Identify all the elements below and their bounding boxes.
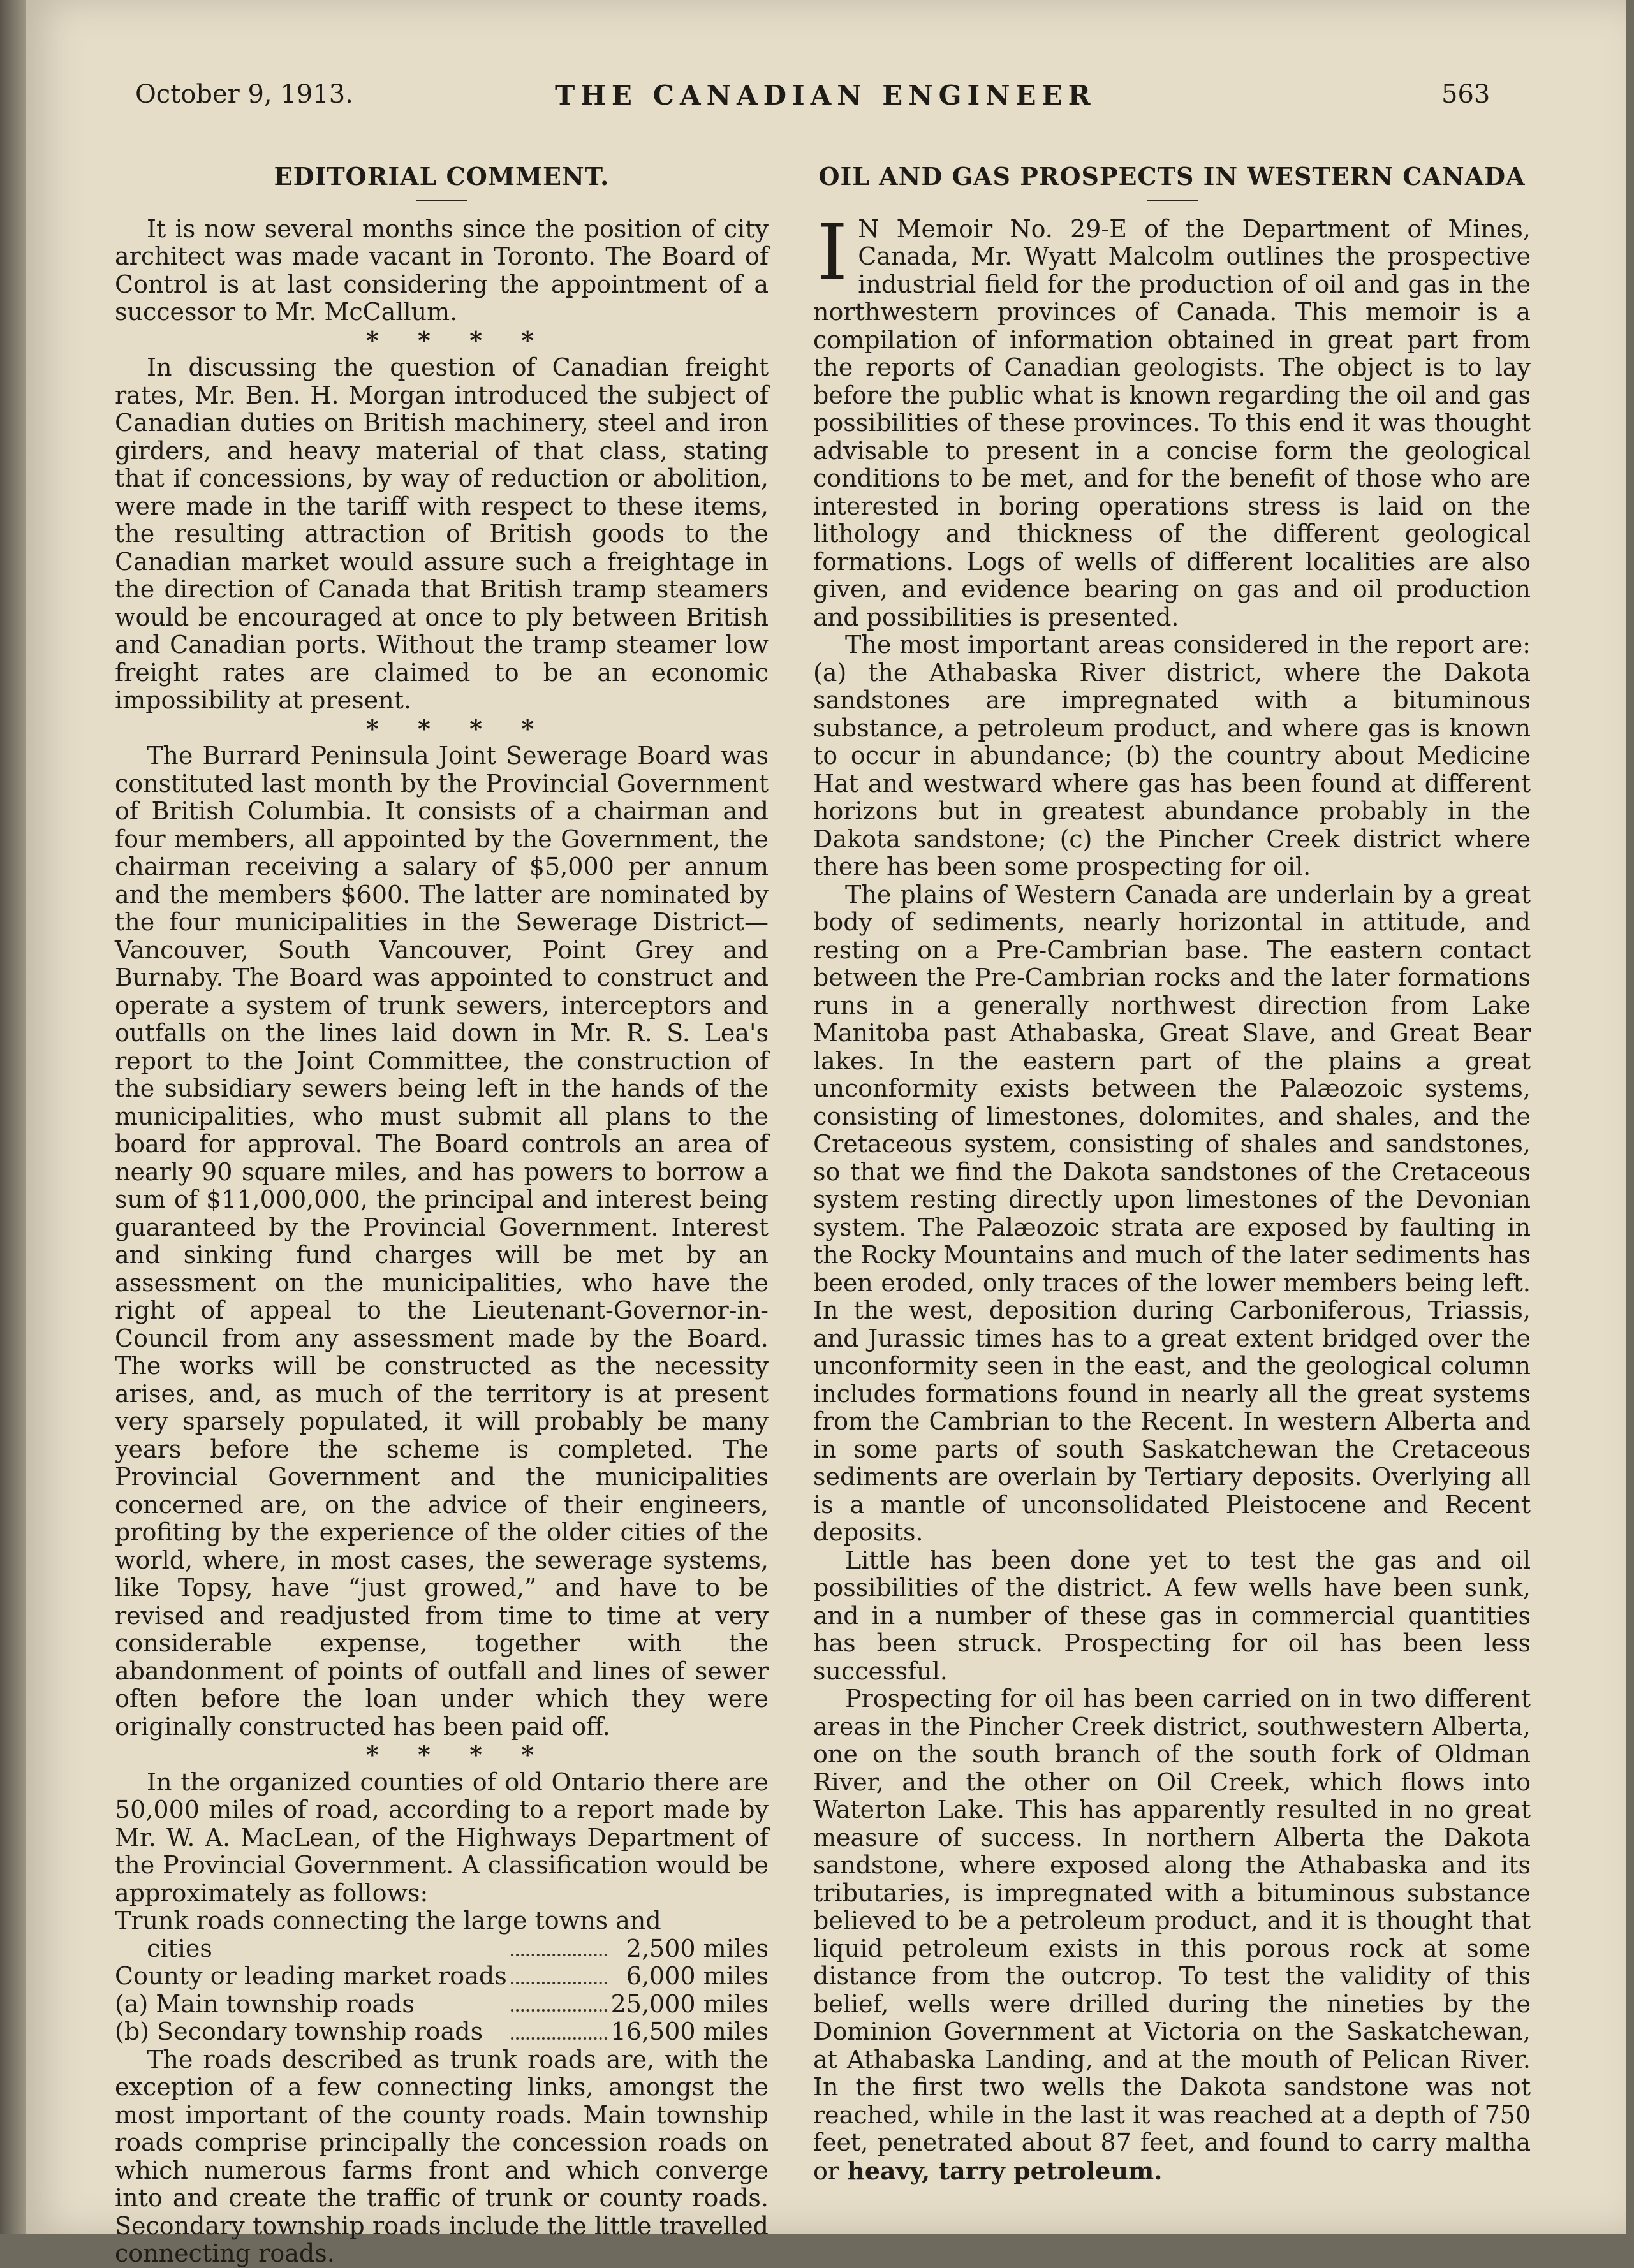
article-paragraph-2: The most important areas considered in the report are: (a) the Athabaska River district, where the Dakota sandstones are impregnated with a bituminous substance, a petroleum product, and where gas is known to occur in abundance; (b) the country about Medicine Hat and westward where gas has been found at different horizons but in greatest abundance probably in the Dakota sandstone; (c) the Pincher Creek district where there has been some prospecting for oil. [813,631,1531,881]
table-row [115,1907,769,1935]
road-label: (a) Main township roads [115,1989,415,2018]
section-separator-1: * * * * [365,325,550,355]
page-edge [0,0,26,2234]
editorial-paragraph-2: In discussing the question of Canadian freight rates, Mr. Ben. H. Morgan introduced the subject of Canadian duties on British machinery, steel and iron girders, and heavy material of that class, stating that if concessions, by way of reduction or abolition, were made in the tariff with respect to these items, the resulting attraction of British goods to the Canadian market would assure such a freightage in the direction of Canada that British tramp steamers would be encouraged at once to ply between British and Canadian ports. Without the tramp steamer low freight rates are claimed to be an economic impossibility at present. [115,353,769,714]
road-label: (b) Secondary township roads [115,2017,483,2045]
editorial-paragraph-3: The Burrard Peninsula Joint Sewerage Board was constituted last month by the Provincial Government of British Columbia. It consists of a chairman and four members, all appointed by the Government, the chairman receiving a salary of $5,000 per annum and the members $600. The latter are nominated by the four municipalities in the Sewerage District—Vancouver, South Vancouver, Point Grey and Burnaby. The Board was appointed to construct and operate a system of trunk sewers, interceptors and outfalls on the lines laid down in Mr. R. S. Lea's report to the Joint Committee, the construction of the subsidiary sewers being left in the hands of the municipalities, who must submit all plans to the board for approval. The Board controls an area of nearly 90 square miles, and has powers to borrow a sum of $11,000,000, the principal and interest being guaranteed by the Provincial Government. Interest and sinking fund charges will be met by an assessment on the municipalities, who have the right of appeal to the Lieutenant-Governor-in-Council from any assessment made by the Board. The works will be constructed as the necessity arises, and, as much of the territory is at present very sparsely populated, it will probably be many years before the scheme is completed. The Provincial Government and the municipalities concerned are, on the advice of their engineers, profiting by the experience of the older cities of the world, where, in most cases, the sewerage systems, like Topsy, have “just growed,” and have to be revised and readjusted from time to time at very considerable expense, together with the abandonment of points of outfall and lines of sewer often before the loan under which they were originally constructed has been paid off. [115,742,769,1741]
heading-rule [1147,200,1198,201]
road-miles: 25,000 miles [610,1989,769,2018]
right-column [813,163,1531,2185]
table-row [115,1935,769,1963]
article-paragraph-1 [813,207,1531,632]
journal-title: THE CANADIAN ENGINEER [555,80,1096,111]
road-miles: 2,500 miles [626,1934,769,1963]
dot-leader [507,1963,611,1991]
heading-rule [416,200,467,201]
road-label-line: Trunk roads connecting the large towns and [115,1906,661,1935]
article-paragraph-4: Little has been done yet to test the gas and oil possibilities of the district. A few wells have been sunk, and in a number of these gas in commercial quantities has been struck. Prospecting for oil has been less successful. [813,1546,1531,1685]
table-row [115,1991,769,2019]
road-classification-table [115,1907,769,2046]
table-row [115,2018,769,2046]
dot-leader [507,2018,611,2046]
drop-cap: I [817,207,848,298]
article-paragraph-1-text: N Memoir No. 29-E of the Department of Mines, Canada, Mr. Wyatt Malcolm outlines the prospective industrial field for the production of oil and gas in the northwestern provinces of Canada. This memoir is a compilation of information obtained in great part from the reports of Canadian geologists. The object is to lay before the public what is known regarding the oil and gas possibilities of these provinces. To this end it was thought advisable to present in a concise form the geological conditions to be met, and for the benefit of those who are interested in boring operations stress is laid on the lithology and thickness of the different geological formations. Logs of wells of different localities are also given, and evidence bearing on gas and oil production and possibilities is presented. [813,214,1531,631]
issue-date: October 9, 1913. [135,80,353,109]
table-row [115,1963,769,1991]
left-column [115,163,769,2268]
article-paragraph-3: The plains of Western Canada are underlain by a great body of sediments, nearly horizontal in attitude, and resting on a Pre-Cambrian base. The eastern contact between the Pre-Cambrian rocks and the later formations runs in a generally northwest direction from Lake Manitoba past Athabaska, Great Slave, and Great Bear lakes. In the eastern part of the plains a great unconformity exists between the Palæozoic systems, consisting of limestones, dolomites, and shales, and the Cretaceous system, consisting of shales and sandstones, so that we find the Dakota sandstones of the Cretaceous system resting directly upon limestones of the Devonian system. The Palæozoic strata are exposed by faulting in the Rocky Mountains and much of the later sediments has been eroded, only traces of the lower members being left. In the west, deposition during Carboniferous, Triassis, and Jurassic times has to a great extent bridged over the unconformity seen in the east, and the geological column includes formations found in nearly all the great systems from the Cambrian to the Recent. In western Alberta and in some parts of south Saskatchewan the Cretaceous sediments are overlain by Tertiary deposits. Overlying all is a mantle of unconsolidated Pleistocene and Recent deposits. [813,880,1531,1546]
dot-leader [507,1935,611,1963]
editorial-paragraph-1: It is now several months since the position of city architect was made vacant in Toronto. The Board of Control is at last considering the appointment of a successor to Mr. McCallum. [115,214,769,326]
dot-leader [507,1991,611,2019]
road-label: County or leading market roads [115,1962,507,1990]
journal-page [26,0,1626,2267]
road-label: cities [147,1934,212,1963]
section-separator-3: * * * * [365,1740,550,1769]
article-paragraph-5 [813,1685,1531,2185]
section-separator-2: * * * * [365,713,550,743]
editorial-paragraph-4: In the organized counties of old Ontario there are 50,000 miles of road, according to a report made by Mr. W. A. MacLean, of the Highways Department of the Provincial Government. A classification would be approximately as follows: [115,1767,769,1907]
page-number: 563 [1441,80,1490,109]
editorial-paragraph-5: The roads described as trunk roads are, with the exception of a few connecting links, amongst the most important of the county roads. Main township roads comprise principally the concession roads on which numerous farms front and which converge into and create the traffic of trunk or county roads. Secondary township roads include the little travelled connecting roads. [115,2045,769,2267]
road-miles: 6,000 miles [626,1962,769,1990]
editorial-heading: EDITORIAL COMMENT. [274,162,610,191]
road-miles: 16,500 miles [610,2017,769,2045]
article-paragraph-5-bold: heavy, tarry petroleum. [847,2156,1163,2185]
running-header [26,80,1626,124]
article-heading: OIL AND GAS PROSPECTS IN WESTERN CANADA [818,162,1526,191]
article-paragraph-5-text: Prospecting for oil has been carried on in two different areas in the Pincher Creek district, southwestern Alberta, one on the south branch of the south fork of Oldman River, and the other on Oil Creek, which flows into Waterton Lake. This has apparently resulted in no great measure of success. In northern Alberta the Dakota sandstone, where exposed along the Athabaska and its tributaries, is impregnated with a bituminous substance believed to be a petroleum product, and it is thought that liquid petroleum exists in this porous rock at some distance from the outcrop. To test the validity of this belief, wells were drilled during the nineties by the Dominion Government at Victoria on the Saskatchewan, at Athabaska Landing, and at the mouth of Pelican River. In the first two wells the Dakota sandstone was not reached, while in the last it was reached at a depth of 750 feet, penetrated about 87 feet, and found to carry maltha or [813,1685,1531,2185]
